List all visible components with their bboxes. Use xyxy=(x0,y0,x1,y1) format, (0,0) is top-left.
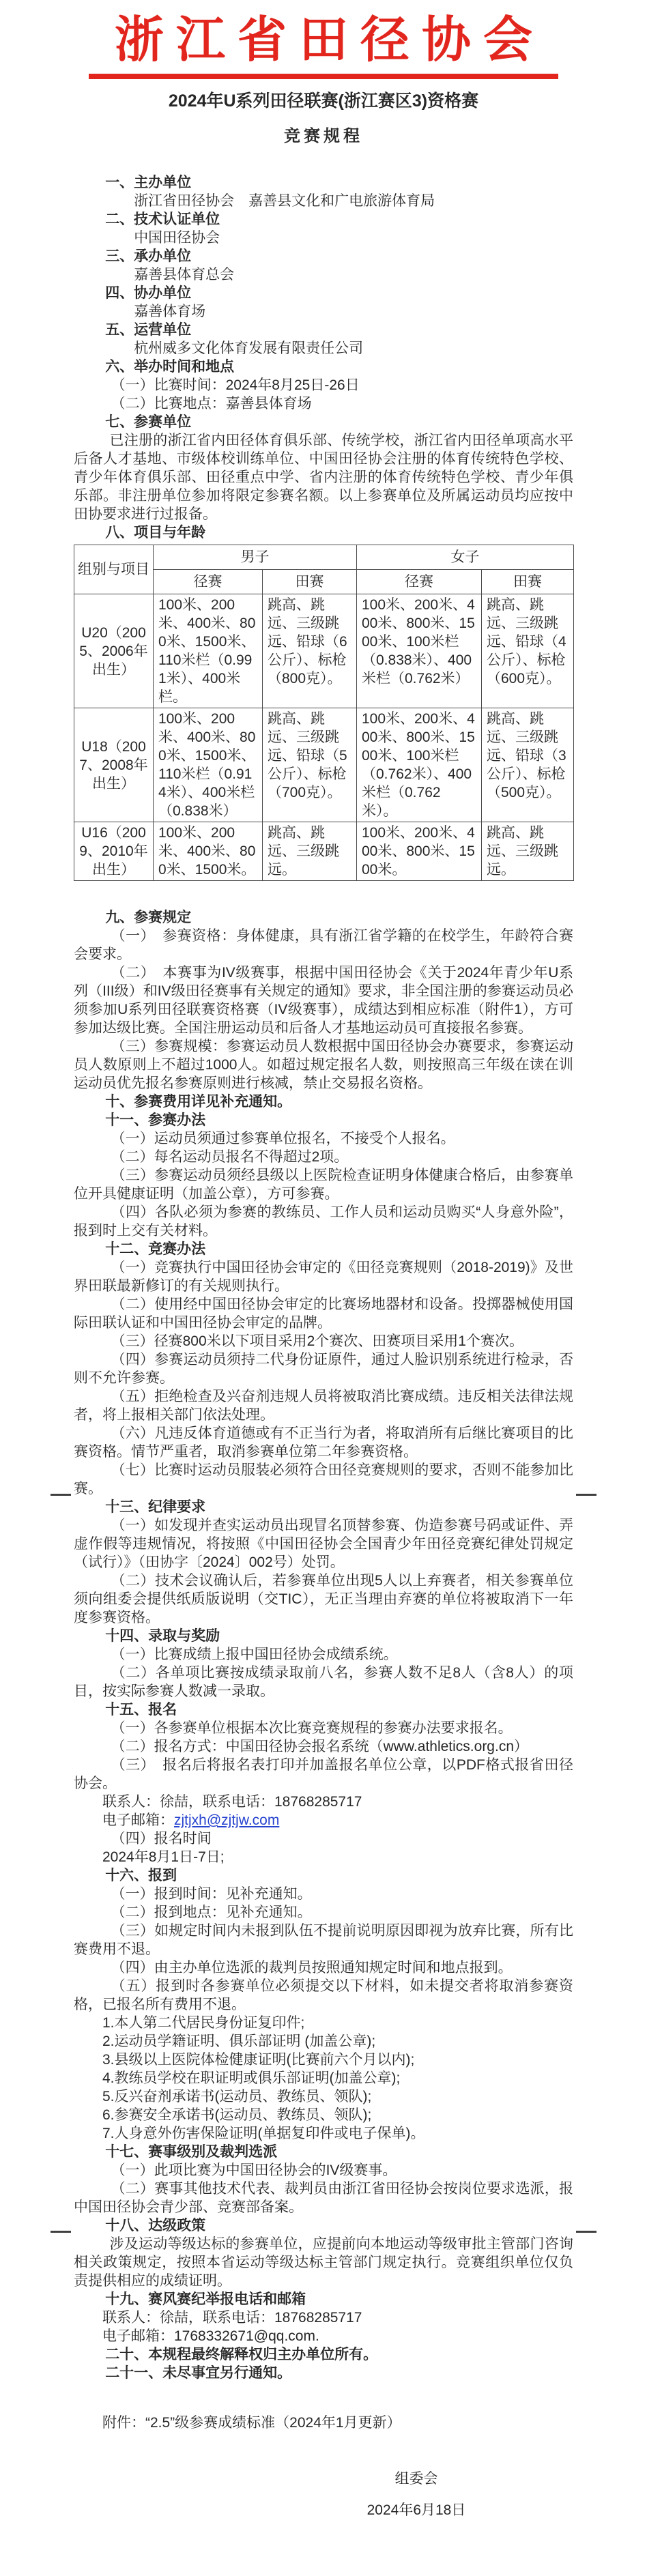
group-cell: U18（2007、2008年出生） xyxy=(74,708,154,822)
footer xyxy=(293,2468,539,2519)
list-item: （三）径赛800米以下项目采用2个赛次、田赛项目采用1个赛次。 xyxy=(111,1333,523,1349)
list-item: （二）技术会议确认后，若参赛单位出现5人以上弃赛者，相关参赛单位须向组委会提供纸质版说明（交TIC），无正当理由弃赛的单位将被取消下一年度参赛资格。 xyxy=(74,1573,573,1625)
section-heading: 十三、纪律要求 xyxy=(105,1499,206,1515)
list-item: （四）由主办单位选派的裁判员按照通知规定时间和地点报到。 xyxy=(111,1960,513,1976)
event-cell: 跳高、跳远、三级跳远、铅球（5公斤）、标枪（700克）。 xyxy=(263,708,357,822)
email-line xyxy=(74,1811,573,1829)
table-row xyxy=(74,708,574,822)
table-sub-header: 径赛 xyxy=(357,570,482,594)
text-line: 1.本人第二代居民身份证复印件; xyxy=(102,2015,305,2031)
email-link[interactable]: zjtjxh@zjtjw.com xyxy=(174,1812,280,1828)
table-sub-header: 田赛 xyxy=(263,570,357,594)
list-item: （一）各参赛单位根据本次比赛竞赛规程的参赛办法要求报名。 xyxy=(111,1720,513,1736)
section-heading: 七、参赛单位 xyxy=(105,414,192,430)
footer-signer: 组委会 xyxy=(394,2471,438,2487)
page-break-dash xyxy=(51,1494,71,1496)
list-item: （四）报名时间 xyxy=(111,1831,212,1847)
table-group-header: 男子 xyxy=(154,545,357,570)
event-cell: 跳高、跳远、三级跳远。 xyxy=(482,822,574,881)
list-item: （一）比赛成绩上报中国田径协会成绩系统。 xyxy=(111,1647,398,1662)
text-line: 电子邮箱：1768332671@qq.com. xyxy=(102,2328,319,2344)
text-line: 6.参赛安全承诺书(运动员、教练员、领队); xyxy=(102,2107,372,2123)
page-break-dash xyxy=(51,2231,71,2233)
section-heading: 十六、报到 xyxy=(105,1868,177,1883)
list-item: （四）参赛运动员须持二代身份证原件，通过人脸识别系统进行检录，否则不允许参赛。 xyxy=(74,1352,573,1386)
footer-date: 2024年6月18日 xyxy=(366,2502,466,2518)
attachment-line: 附件：“2.5”级参赛成绩标准（2024年1月更新） xyxy=(102,2415,401,2431)
group-cell: U20（2005、2006年出生） xyxy=(74,594,154,708)
list-item: （二）每名运动员报名不得超过2项。 xyxy=(111,1149,349,1165)
red-divider xyxy=(89,74,558,79)
table-group-header: 女子 xyxy=(357,545,574,570)
section-heading: 十七、赛事级别及裁判选派 xyxy=(105,2144,278,2160)
page-break-dash xyxy=(576,2231,596,2233)
event-cell: 100米、200米、400米、800米、1500米、110米栏（0.991米）、400米栏。 xyxy=(154,594,263,708)
text-line: 3.县级以上医院体检健康证明(比赛前六个月以内); xyxy=(102,2052,415,2068)
event-cell: 100米、200米、400米、800米、1500米。 xyxy=(154,822,263,881)
list-item: （一）竞赛执行中国田径协会审定的《田径竞赛规则（2018-2019)》及世界田联最新修订的有关规则执行。 xyxy=(74,1260,573,1294)
section-heading: 六、举办时间和地点 xyxy=(105,359,235,375)
group-cell: U16（2009、2010年出生） xyxy=(74,822,154,881)
table-corner-header: 组别与项目 xyxy=(74,545,154,594)
org-line: 杭州威多文化体育发展有限责任公司 xyxy=(134,341,364,356)
section-heading: 一、主办单位 xyxy=(105,175,192,190)
org-line: 浙江省田径协会 嘉善县文化和广电旅游体育局 xyxy=(134,193,435,209)
event-cell: 跳高、跳远、三级跳远、铅球（6公斤）、标枪（800克）。 xyxy=(263,594,357,708)
table-row xyxy=(74,594,574,708)
text-line: 7.人身意外伤害保险证明(单据复印件或电子保单)。 xyxy=(102,2126,425,2141)
section-heading: 二、技术认证单位 xyxy=(105,212,220,227)
section-heading: 八、项目与年龄 xyxy=(105,525,206,540)
page-break-dash xyxy=(576,1494,596,1496)
section-heading: 十八、达级政策 xyxy=(105,2218,206,2233)
list-item: （一）运动员须通过参赛单位报名，不接受个人报名。 xyxy=(111,1131,455,1146)
text-line: 2.运动员学籍证明、俱乐部证明 (加盖公章); xyxy=(102,2034,376,2049)
list-item: （一） 参赛资格：身体健康，具有浙江省学籍的在校学生，年龄符合赛会要求。 xyxy=(74,928,573,962)
section-heading: 四、协办单位 xyxy=(105,285,192,301)
event-cell: 100米、200米、400米、800米、1500米、100米栏（0.762米）、400米栏（0.762米）。 xyxy=(357,708,482,822)
org-line: 中国田径协会 xyxy=(134,230,220,246)
list-item: （二）报到地点：见补充通知。 xyxy=(111,1905,312,1920)
list-item: （三）如规定时间内未报到队伍不提前说明原因即视为放弃比赛，所有比赛费用不退。 xyxy=(74,1923,573,1957)
section-heading: 五、运营单位 xyxy=(105,322,192,338)
list-item: （五）拒绝检查及兴奋剂违规人员将被取消比赛成绩。违反相关法律法规者，将上报相关部门依法处理。 xyxy=(74,1389,573,1423)
list-item: （一）此项比赛为中国田径协会的IV级赛事。 xyxy=(111,2162,397,2178)
list-item: （二）比赛地点：嘉善县体育场 xyxy=(111,396,312,411)
section-heading: 十五、报名 xyxy=(105,1702,177,1718)
list-item: （一）比赛时间：2024年8月25日-26日 xyxy=(111,377,360,393)
org-title: 浙江省田径协会 xyxy=(114,13,545,68)
list-item: （七）比赛时运动员服装必须符合田径竞赛规则的要求，否则不能参加比赛。 xyxy=(74,1462,573,1496)
text-line: 4.教练员学校在职证明或俱乐部证明(加盖公章); xyxy=(102,2070,401,2086)
list-item: （二）赛事其他技术代表、裁判员由浙江省田径协会按岗位要求选派，报中国田径协会青少部、竞赛部备案。 xyxy=(74,2181,573,2215)
table-sub-header: 田赛 xyxy=(482,570,574,594)
section-heading: 三、承办单位 xyxy=(105,248,192,264)
list-item: （二）使用经中国田径协会审定的比赛场地器材和设备。投掷器械使用国际田联认证和中国田径协会审定的品牌。 xyxy=(74,1297,573,1331)
text-line: 5.反兴奋剂承诺书(运动员、教练员、领队); xyxy=(102,2089,372,2104)
list-item: （四）各队必须为参赛的教练员、工作人员和运动员购买“人身意外险”，报到时上交有关材料。 xyxy=(74,1204,573,1239)
email-label: 电子邮箱： xyxy=(102,1812,174,1828)
section-heading: 十九、赛风赛纪举报电话和邮箱 xyxy=(105,2291,306,2307)
document-body xyxy=(0,146,647,2432)
event-cell: 100米、200米、400米、800米、1500米。 xyxy=(357,822,482,881)
event-cell: 跳高、跳远、三级跳远、铅球（4公斤）、标枪（600克）。 xyxy=(482,594,574,708)
org-line: 嘉善县体育总会 xyxy=(134,267,235,283)
event-cell: 跳高、跳远、三级跳远。 xyxy=(263,822,357,881)
list-item: （三）参赛规模：参赛运动员人数根据中国田径协会办赛要求，参赛运动员人数原则上不超过1000人。如超过规定报名人数，则按照高三年级在读在训运动员优先报名参赛原则进行核减，禁止交易报名资格。 xyxy=(74,1039,573,1091)
list-item: （五）报到时各参赛单位必须提交以下材料，如未提交者将取消参赛资格，已报名所有费用不退。 xyxy=(74,1978,573,2012)
list-item: （一）报到时间：见补充通知。 xyxy=(111,1886,312,1902)
section-heading: 二十、本规程最终解释权归主办单位所有。 xyxy=(105,2347,378,2362)
doc-title: 2024年U系列田径联赛(浙江赛区3)资格赛 xyxy=(168,91,479,111)
list-item: （一）如发现并查实运动员出现冒名顶替参赛、伪造参赛号码或证件、弄虚作假等违规情况，将按照《中国田径协会全国青少年田径竞赛纪律处罚规定（试行）》（田协字〔2024〕002号）处罚。 xyxy=(74,1518,573,1570)
list-item: （六）凡违反体育道德或有不正当行为者，将取消所有后继比赛项目的比赛资格。情节严重者，取消参赛单位第二年参赛资格。 xyxy=(74,1426,573,1460)
section-heading: 二十一、未尽事宜另行通知。 xyxy=(105,2365,292,2381)
event-cell: 跳高、跳远、三级跳远、铅球（3公斤）、标枪（500克）。 xyxy=(482,708,574,822)
paragraph: 涉及运动等级达标的参赛单位，应提前向本地运动等级审批主管部门咨询相关政策规定，按照本省运动等级达标主管部门规定执行。竞赛组织单位仅负责提供相应的成绩证明。 xyxy=(74,2236,573,2289)
text-line: 联系人：徐喆，联系电话：18768285717 xyxy=(102,2310,362,2326)
paragraph: 已注册的浙江省内田径体育俱乐部、传统学校，浙江省内田径单项高水平后备人才基地、市级体校训练单位、中国田径协会注册的体育传统特色学校、青少年体育俱乐部、田径重点中学、省内注册的体育传统特色学校、青少年俱乐部。非注册单位参加将限定参赛名额。以上参赛单位及所属运动员均应按中田协要求进行过报备。 xyxy=(74,433,573,522)
events-table xyxy=(74,545,574,881)
event-cell: 100米、200米、400米、800米、1500米、110米栏（0.914米）、400米栏（0.838米） xyxy=(154,708,263,822)
text-line: 联系人：徐喆，联系电话：18768285717 xyxy=(102,1794,362,1810)
text-line: 2024年8月1日-7日; xyxy=(102,1849,225,1865)
list-item: （二）报名方式：中国田径协会报名系统（www.athletics.org.cn） xyxy=(111,1739,529,1754)
section-heading: 九、参赛规定 xyxy=(105,910,192,925)
list-item: （二） 本赛事为IV级赛事，根据中国田径协会《关于2024年青少年U系列（III级）和IV级田径赛事有关规定的通知》要求，非全国注册的参赛运动员必须参加U系列田径联赛资格赛（IV级赛事），成绩达到相应标准（附件1），方可参加达级比赛。全国注册运动员和后备人才基地运动员可直接报名参赛。 xyxy=(74,965,573,1036)
list-item: （三）参赛运动员须经县级以上医院检查证明身体健康合格后，由参赛单位开具健康证明（加盖公章），方可参赛。 xyxy=(74,1168,573,1202)
table-row xyxy=(74,822,574,881)
table-sub-header: 径赛 xyxy=(154,570,263,594)
section-heading: 十一、参赛办法 xyxy=(105,1112,206,1128)
list-item: （三） 报名后将报名表打印并加盖报名单位公章，以PDF格式报省田径协会。 xyxy=(74,1757,573,1791)
section-heading: 十二、竞赛办法 xyxy=(105,1241,206,1257)
event-cell: 100米、200米、400米、800米、1500米、100米栏（0.838米）、400米栏（0.762米） xyxy=(357,594,482,708)
doc-subtitle: 竞赛规程 xyxy=(284,127,363,145)
list-item: （二）各单项比赛按成绩录取前八名，参赛人数不足8人（含8人）的项目，按实际参赛人数减一录取。 xyxy=(74,1665,573,1699)
section-heading: 十、参赛费用详见补充通知。 xyxy=(105,1094,292,1110)
section-heading: 十四、录取与奖励 xyxy=(105,1628,220,1644)
org-line: 嘉善体育场 xyxy=(134,304,206,319)
